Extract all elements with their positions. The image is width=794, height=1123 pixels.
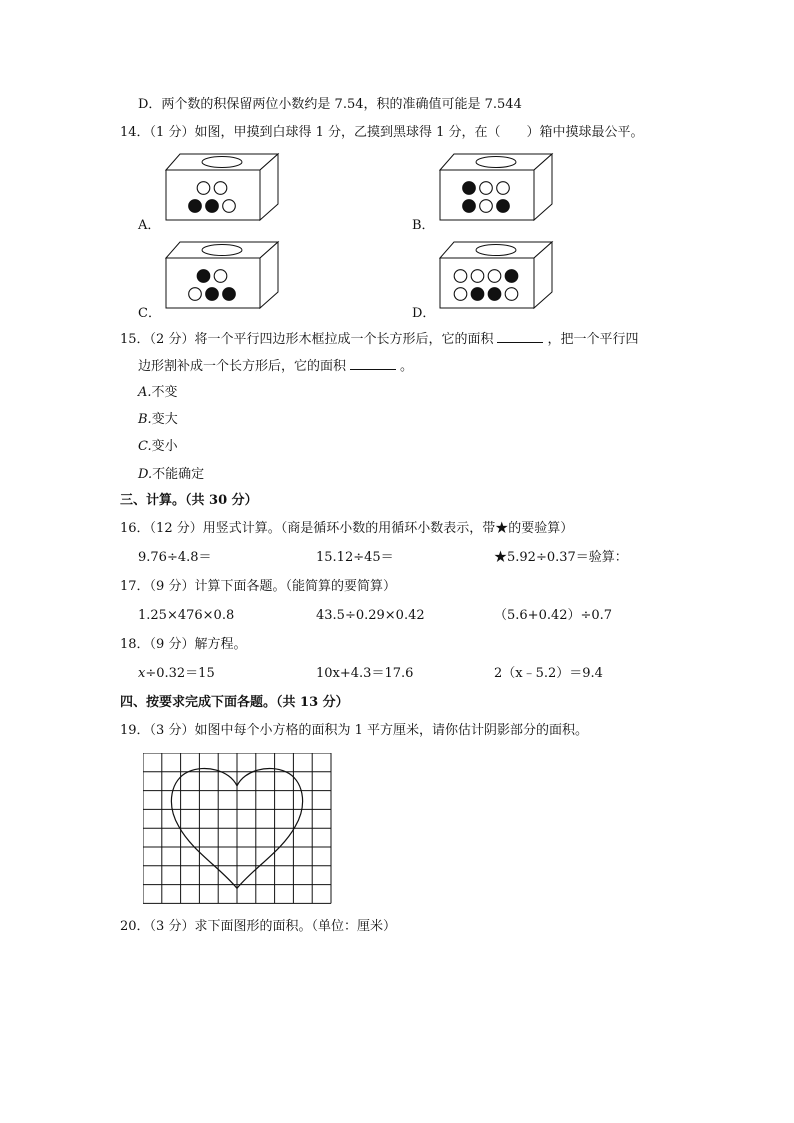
q13-option-d: D．两个数的积保留两位小数约是 7.54，积的准确值可能是 7.544 xyxy=(138,97,522,112)
ball-box-d xyxy=(434,238,559,313)
option-text: 变小 xyxy=(151,439,178,454)
q15-option-d xyxy=(138,466,204,484)
q14-label-b: B． xyxy=(412,218,435,233)
black-ball xyxy=(463,200,476,213)
q16-item-3: ★5.92÷0.37＝验算： xyxy=(494,550,628,565)
q20-stem: 20．（3 分）求下面图形的面积。（单位：厘米） xyxy=(120,919,396,934)
white-ball xyxy=(214,182,227,195)
white-ball xyxy=(454,270,467,283)
q14-stem-part-b: ）箱中摸球最公平。 xyxy=(526,125,644,140)
option-letter: B. xyxy=(138,412,152,427)
option-text: 不能确定 xyxy=(152,467,205,482)
white-ball xyxy=(223,200,236,213)
box-opening xyxy=(476,157,516,168)
white-ball xyxy=(480,182,493,195)
white-ball xyxy=(197,182,210,195)
q15-line2 xyxy=(138,357,413,376)
black-ball xyxy=(197,270,210,283)
black-ball xyxy=(223,288,236,301)
black-ball xyxy=(505,270,518,283)
q15-line1-text-b: ，把一个平行四 xyxy=(547,332,639,347)
q19-stem: 19．（3 分）如图中每个小方格的面积为 1 平方厘米，请你估计阴影部分的面积。 xyxy=(120,723,588,738)
q17-item-1: 1.25×476×0.8 xyxy=(138,608,235,623)
black-ball xyxy=(189,200,202,213)
equation-text: 10x+4.3＝17.6 xyxy=(316,666,414,681)
box-opening xyxy=(202,157,242,168)
q15-line2-text-b: 。 xyxy=(400,359,414,374)
black-ball xyxy=(206,200,219,213)
equation-text: ÷0.32＝15 xyxy=(145,666,215,681)
q16-item-1: 9.76÷4.8＝ xyxy=(138,550,212,565)
white-ball xyxy=(505,288,518,301)
section-4-title: 四、按要求完成下面各题。（共 13 分） xyxy=(120,695,349,710)
option-letter: A. xyxy=(138,385,152,400)
white-ball xyxy=(214,270,227,283)
equation-text: 2（x﹣5.2）＝9.4 xyxy=(494,666,603,681)
q18-item-1 xyxy=(138,665,215,683)
q14-stem-part-a: 14．（1 分）如图，甲摸到白球得 1 分，乙摸到黑球得 1 分，在（ xyxy=(120,125,501,140)
white-ball xyxy=(189,288,202,301)
option-letter: C. xyxy=(138,439,152,454)
q15-option-b xyxy=(138,411,178,429)
box-front-face xyxy=(440,258,534,308)
q18-item-2 xyxy=(316,665,413,683)
q14-label-d: D． xyxy=(412,306,436,321)
ball-box-b xyxy=(434,150,559,225)
white-ball xyxy=(454,288,467,301)
white-ball xyxy=(488,270,501,283)
white-ball xyxy=(497,182,510,195)
q14-label-c: C． xyxy=(138,306,161,321)
variable: x xyxy=(138,666,146,681)
heart-grid-figure xyxy=(143,753,333,905)
q16-item-2: 15.12÷45＝ xyxy=(316,550,394,565)
q17-item-3: （5.6+0.42）÷0.7 xyxy=(494,608,613,623)
q15-option-c xyxy=(138,438,178,456)
section-3-title: 三、计算。（共 30 分） xyxy=(120,493,258,508)
q14-stem xyxy=(120,124,644,142)
answer-blank xyxy=(497,330,543,343)
q14-label-a: A． xyxy=(138,218,161,233)
q18-item-3 xyxy=(494,665,603,683)
black-ball xyxy=(488,288,501,301)
white-ball xyxy=(471,270,484,283)
q15-option-a xyxy=(138,384,178,402)
option-text: 不变 xyxy=(151,385,178,400)
black-ball xyxy=(463,182,476,195)
q15-line2-text: 边形割补成一个长方形后，它的面积 xyxy=(138,359,347,374)
option-text: 变大 xyxy=(151,412,178,427)
white-ball xyxy=(480,200,493,213)
black-ball xyxy=(471,288,484,301)
box-opening xyxy=(202,245,242,256)
black-ball xyxy=(497,200,510,213)
q17-item-2: 43.5÷0.29×0.42 xyxy=(316,608,425,623)
option-letter: D. xyxy=(138,467,153,482)
black-ball xyxy=(206,288,219,301)
answer-blank xyxy=(350,357,396,370)
q16-stem: 16．（12 分）用竖式计算。（商是循环小数的用循环小数表示，带★的要验算） xyxy=(120,521,574,536)
q17-stem: 17．（9 分）计算下面各题。（能简算的要简算） xyxy=(120,579,396,594)
ball-box-c xyxy=(160,238,285,313)
box-opening xyxy=(476,245,516,256)
ball-box-a xyxy=(160,150,285,225)
q18-stem: 18．（9 分）解方程。 xyxy=(120,637,247,652)
q15-line1-text: 15．（2 分）将一个平行四边形木框拉成一个长方形后，它的面积 xyxy=(120,332,494,347)
q15-line1 xyxy=(120,330,638,349)
